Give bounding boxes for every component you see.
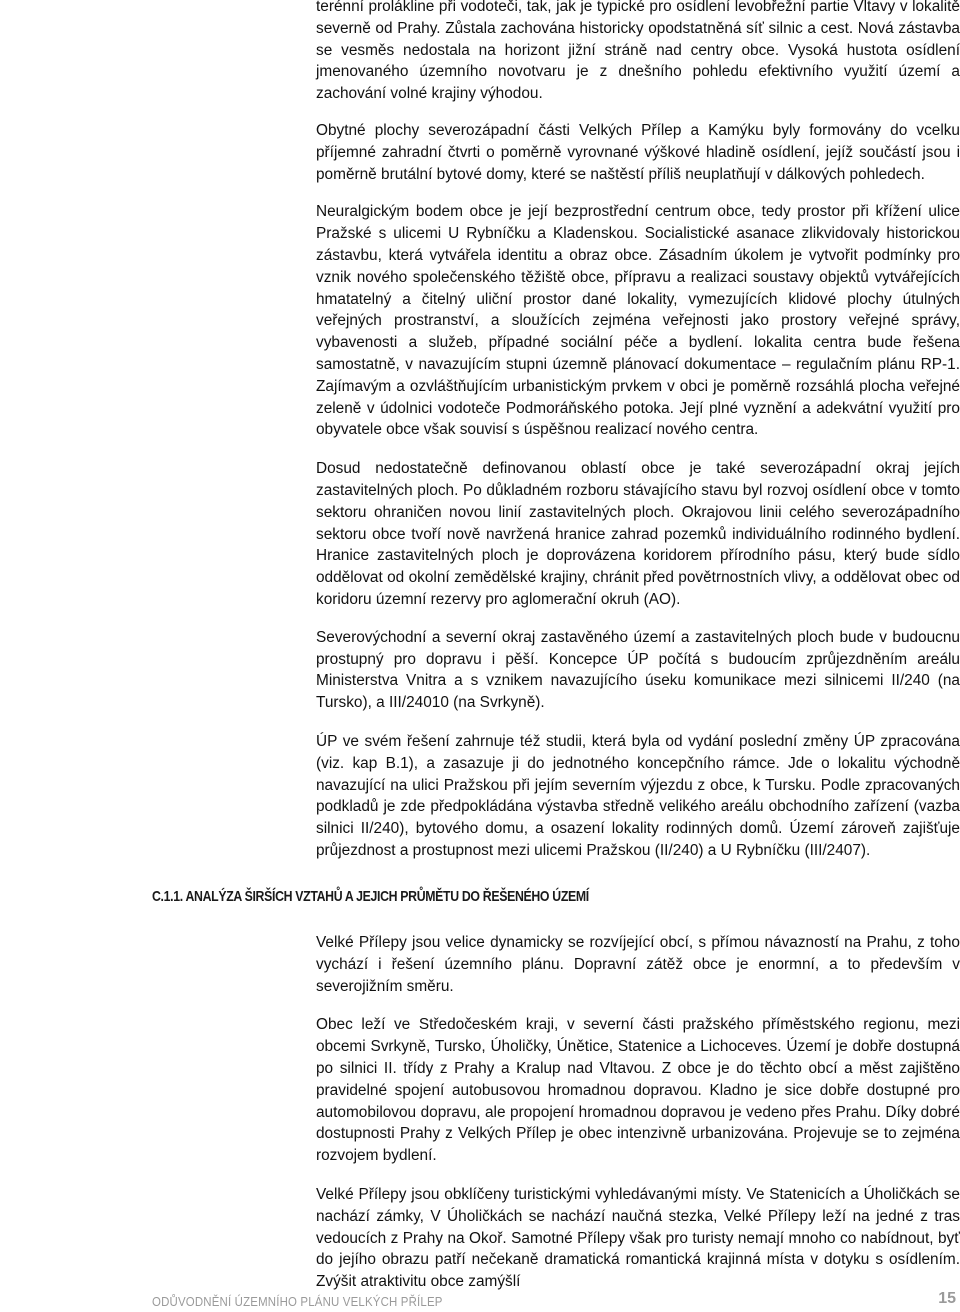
paragraph: Velké Přílepy jsou obklíčeny turistickými vyhledávanými místy. Ve Statenicích a Úholičkách se nachází zámky, V Úholičkách se nachází naučná stezka, Velké Přílepy leží na jedné z tras vedoucích z Prahy na Okoř. Samotné Přílepy však pro turisty nemají mnoho co nabídnout, byť do jejího obrazu patří nečekaně dramatická romantická krajinná místa v dotyku s osídlením. Zvýšit atraktivitu obce zamýšlí [316, 1185, 960, 1291]
body-text [316, 0, 960, 862]
section-heading: C.1.1. ANALÝZA ŠIRŠÍCH VZTAHŮ A JEJICH PRŮMĚTU DO ŘEŠENÉHO ÚZEMÍ [152, 888, 589, 905]
paragraph: terénní prolákline při vodoteči, tak, jak je typické pro osídlení levobřežní partie Vltavy v lokalitě severně od Prahy. Zůstala zachována historicky opodstatněná síť silnic a cest. Nová zástavba se vesměs nedostala na horizont jižní stráně nad centry obce. Vysoká hustota osídlení jmenovaného územního novotvaru je z dnešního pohledu efektivního využití území a zachování volné krajiny výhodou. [316, 0, 960, 103]
paragraph: ÚP ve svém řešení zahrnuje též studii, která byla od vydání poslední změny ÚP zpracována (viz. kap B.1), a zasazuje ji do jednotného koncepčního rámce. Jde o lokalitu východně navazující na ulici Pražskou při jejím severním výjezdu z obce, k Tursku. Podle zpracovaných podkladů je zde předpokládána výstavba středně velikého areálu obchodního zařízení (vazba silnici II/240), bytového domu, a osazení lokality rodinných domů. Území zároveň zajišťuje průjezdnost a prostupnost mezi ulicemi Pražskou (II/240) a U Rybníčku (III/2407). [316, 732, 960, 859]
paragraph: Obytné plochy severozápadní části Velkých Přílep a Kamýku byly formovány do vcelku příjemné zahradní čtvrti o poměrně vyrovnané výškové hladině osídlení, jejíž součástí jsou i poměrně brutální bytové domy, které se naštěstí příliš neuplatňují v dálkových pohledech. [316, 121, 960, 183]
footer-title: ODŮVODNĚNÍ ÚZEMNÍHO PLÁNU VELKÝCH PŘÍLEP [152, 1294, 443, 1309]
paragraph: Velké Přílepy jsou velice dynamicky se rozvíjející obcí, s přímou návazností na Prahu, z toho vychází i řešení územního plánu. Dopravní zátěž obce je enormní, a to především v severojižním směru. [316, 934, 960, 995]
paragraph: Neuralgickým bodem obce je její bezprostřední centrum obce, tedy prostor při křížení ulice Pražské s ulicemi U Rybníčku a Kladenskou. Socialistické asanace zlikvidovaly historickou zástavbu, která vytvářela identitu a obraz obce. Zásadním úkolem je vytvořit podmínky pro vznik nového společenského těžiště obce, přípravu a realizaci soustavy objektů vytvářejících hmatatelný a čitelný uliční prostor dané lokality, vymezujících klidové plochy útulných veřejných prostranství, a sloužících zejména veřejnosti jako prostory veřejné správy, vybavenosti a služeb, případné sociální péče a bydlení. lokalita centra bude řešena samostatně, v navazujícím stupni územně plánovací dokumentace – regulačním plánu RP-1. Zajímavým a ozvláštňujícím urbanistickým prvkem v obci je poměrně rozsáhlá plocha veřejné zeleně v údolnici vodoteče Podmoráňského potoka. Její plné vyznění a adekvátní využití pro obyvatele obce však souvisí s úspěšnou realizací nového centra. [316, 203, 960, 439]
section-body-text [316, 932, 960, 1293]
paragraph: Severovýchodní a severní okraj zastavěného území a zastavitelných ploch bude v budoucnu prostupný pro dopravu i pěší. Koncepce ÚP počítá s budoucím zprůjezdněním areálu Ministerstva Vnitra a s vznikem navazujícího úseku komunikace mezi silnicemi II/240 (na Tursko), a III/24010 (na Svrkyně). [316, 628, 960, 712]
paragraph: Obec leží ve Středočeském kraji, v severní části pražského příměstského regionu, mezi obcemi Svrkyně, Tursko, Úholičky, Únětice, Statenice a Lichoceves. Území je dobře dostupná po silnici II. třídy z Prahy a Kralup nad Vltavou. Z obce je do těchto obcí a měst zajištěno pravidelné spojení autobusovou hromadnou dopravou. Kladno je sice dobře dostupné pro automobilovou dopravu, ale propojení hromadnou dopravou je vedeno přes Prahu. Díky dobré dostupnosti Prahy z Velkých Přílep je obec intenzivně urbanizována. Projevuje se to zejména rozvojem bydlení. [316, 1016, 960, 1165]
paragraph: Dosud nedostatečně definovanou oblastí obce je také severozápadní okraj jejích zastavitelných ploch. Po důkladném rozboru stávajícího stavu byl rozvoj osídlení obce v tomto sektoru ohraničen novou linií zastavitelných ploch. Okrajovou linii celého severozápadního sektoru obce tvoří nově navržená hranice zahrad pozemků individuálního rodinného bydlení. Hranice zastavitelných ploch je doprovázena koridorem přírodního pásu, který bude sídlo oddělovat od okolní zemědělské krajiny, chránit před povětrnostních vlivy, a oddělovat obec od koridoru územní rezervy pro aglomerační okruh (AO). [316, 460, 960, 608]
page-number: 15 [938, 1290, 956, 1307]
